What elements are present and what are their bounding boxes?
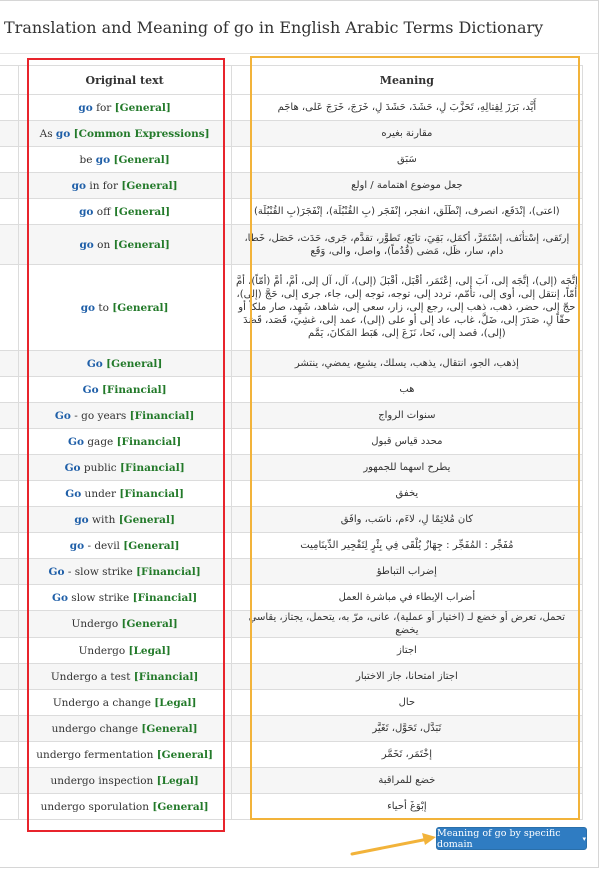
row-marker-cell	[0, 377, 18, 403]
original-text-cell	[18, 455, 231, 481]
pointer-arrow-icon	[350, 826, 440, 860]
original-text-cell	[18, 173, 231, 199]
row-marker-cell	[0, 147, 18, 173]
original-text-cell	[18, 225, 231, 265]
term-suffix: for	[92, 101, 115, 114]
table-row	[0, 351, 583, 377]
term-link[interactable]: go	[95, 153, 111, 166]
table-row	[0, 403, 583, 429]
domain-tag[interactable]: [Financial]	[132, 591, 198, 604]
term-link[interactable]: Go	[51, 591, 68, 604]
table-row	[0, 611, 583, 638]
meaning-cell: جعل موضوع اهتمامة / اولع	[231, 173, 582, 199]
meaning-cell: يطرح اسهما للجمهور	[231, 455, 582, 481]
table-row	[0, 716, 583, 742]
term-link[interactable]: go	[71, 179, 86, 192]
table-row	[0, 455, 583, 481]
domain-tag[interactable]: [Financial]	[136, 565, 201, 578]
domain-filter-button-label: Meaning of go by specific domain	[437, 827, 561, 850]
meaning-cell: إضراب التباطؤ	[231, 559, 582, 585]
domain-tag[interactable]: [Financial]	[120, 461, 185, 474]
table-row	[0, 507, 583, 533]
domain-tag[interactable]: [Financial]	[101, 383, 167, 396]
domain-tag[interactable]: [Legal]	[128, 644, 171, 657]
table-row	[0, 147, 583, 173]
original-text-cell	[18, 481, 231, 507]
original-text-cell	[18, 611, 231, 638]
domain-tag[interactable]: [General]	[121, 179, 178, 192]
term-suffix: public	[80, 461, 121, 474]
term-link[interactable]: Go	[65, 487, 82, 500]
meaning-cell: كان مُلائِمًا لِ، لاءَم، ناسَب، وافَق	[231, 507, 582, 533]
term-suffix: with	[88, 513, 119, 526]
domain-tag[interactable]: [Legal]	[154, 696, 197, 709]
meaning-cell: سَبَق	[231, 147, 582, 173]
domain-tag[interactable]: [General]	[113, 205, 171, 218]
original-text-cell	[18, 585, 231, 611]
term-link[interactable]: go	[80, 301, 96, 314]
meaning-cell: تَبَدَّل، تَحَوَّل، تَغَيَّر	[231, 716, 582, 742]
meaning-cell: أضراب الإبطاء في مباشرة العمل	[231, 585, 582, 611]
table-row	[0, 377, 583, 403]
table-row	[0, 664, 583, 690]
domain-filter-button[interactable]	[436, 827, 587, 850]
term-suffix: - slow strike	[64, 565, 137, 578]
term-suffix: to	[95, 301, 113, 314]
term-prefix: Undergo	[71, 618, 122, 630]
original-text-cell	[18, 638, 231, 664]
original-text-cell	[18, 377, 231, 403]
domain-tag[interactable]: [Financial]	[133, 670, 199, 683]
row-marker-cell	[0, 690, 18, 716]
domain-tag[interactable]: [General]	[106, 357, 163, 370]
term-link[interactable]: Go	[54, 409, 71, 422]
term-prefix: Undergo	[78, 644, 129, 657]
term-link[interactable]: go	[74, 513, 89, 526]
table-row	[0, 265, 583, 351]
page-title: Translation and Meaning of go in English Arabic Terms Dictionary	[0, 1, 598, 54]
term-link[interactable]: Go	[64, 461, 81, 474]
term-prefix: Undergo a test	[50, 670, 134, 683]
term-prefix: Undergo a change	[52, 696, 155, 709]
meaning-cell: خضع للمراقبة	[231, 768, 582, 794]
row-marker-cell	[0, 403, 18, 429]
domain-tag[interactable]: [Financial]	[116, 435, 182, 448]
domain-tag[interactable]: [General]	[112, 301, 169, 314]
row-marker-cell	[0, 265, 18, 351]
original-text-header: Original text	[18, 66, 231, 95]
table-header-row	[0, 66, 583, 95]
row-marker-cell	[0, 638, 18, 664]
term-suffix: under	[81, 487, 120, 500]
table-row	[0, 173, 583, 199]
table-row	[0, 768, 583, 794]
meaning-cell: تحمل، تعرض أو خضع لـ (اختيار أو عملية)، عانى، مرّ به، يتحمل، يجتاز، يقاسي يخضع	[231, 611, 582, 638]
meaning-cell: مُفَجِّر : المُفَجِّر : جِهَازٌ يُلْقَى فِي بِئْرٍ لِتَفْجِير الدِّينَامِيت	[231, 533, 582, 559]
original-text-cell	[18, 403, 231, 429]
original-text-cell	[18, 559, 231, 585]
domain-tag[interactable]: [General]	[152, 800, 209, 813]
table-row	[0, 121, 583, 147]
meaning-cell: يخفق	[231, 481, 582, 507]
row-marker-cell	[0, 507, 18, 533]
row-marker-cell	[0, 199, 18, 225]
term-suffix: in for	[86, 179, 122, 192]
table-row	[0, 533, 583, 559]
term-prefix: As	[39, 127, 56, 140]
row-marker-cell	[0, 351, 18, 377]
original-text-cell	[18, 351, 231, 377]
original-text-cell	[18, 147, 231, 173]
table-row	[0, 559, 583, 585]
original-text-cell	[18, 716, 231, 742]
original-text-cell	[18, 429, 231, 455]
domain-tag[interactable]: [General]	[123, 539, 180, 552]
table-body	[0, 95, 583, 820]
table-row	[0, 199, 583, 225]
term-link[interactable]: Go	[48, 565, 65, 578]
table-row	[0, 585, 583, 611]
original-text-cell	[18, 742, 231, 768]
term-suffix: - go years	[70, 409, 130, 422]
term-prefix: undergo change	[51, 722, 142, 735]
meaning-cell: إخْتَمَر، تَخَمَّر	[231, 742, 582, 768]
domain-tag[interactable]: [General]	[118, 513, 175, 526]
term-link[interactable]: go	[69, 539, 85, 552]
term-suffix: gage	[84, 435, 117, 448]
meaning-cell: اجتاز امتحانا، جاز الاختبار	[231, 664, 582, 690]
domain-tag[interactable]: [General]	[121, 618, 178, 630]
meaning-cell: إبْوَغَ أحياء	[231, 794, 582, 820]
domain-tag[interactable]: [Legal]	[156, 774, 199, 787]
original-text-cell	[18, 121, 231, 147]
row-marker-cell	[0, 481, 18, 507]
meaning-cell: إذهب، الجو، انتقال، يذهب، يسلك، يشيع، يمضي، ينتشر	[231, 351, 582, 377]
original-text-cell	[18, 507, 231, 533]
original-text-cell	[18, 794, 231, 820]
domain-tag[interactable]: [Financial]	[119, 487, 185, 500]
row-marker-cell	[0, 533, 18, 559]
meaning-header: Meaning	[231, 66, 582, 95]
domain-tag[interactable]: [General]	[113, 153, 170, 166]
original-text-cell	[18, 199, 231, 225]
row-marker-cell	[0, 585, 18, 611]
term-link[interactable]: go	[79, 205, 94, 218]
term-link[interactable]: Go	[82, 383, 99, 396]
original-text-cell	[18, 95, 231, 121]
term-suffix: - devil	[84, 539, 124, 552]
term-suffix: off	[93, 205, 114, 218]
table-row	[0, 225, 583, 265]
domain-tag[interactable]: [General]	[156, 748, 213, 761]
row-marker-cell	[0, 664, 18, 690]
term-link[interactable]: go	[55, 127, 71, 140]
domain-tag[interactable]: [Common Expressions]	[73, 127, 210, 140]
term-link[interactable]: go	[78, 101, 93, 114]
caret-down-icon: ▾	[582, 834, 586, 843]
term-prefix: be	[79, 153, 96, 166]
meaning-cell: إرتَقى، إسْتأنَف، إسْتَمَرَّ، أكمَل، بَقِيَ، تابَع، تَطوَّر، تقدَّم، جَرى، حَدَث، حَصَل، خَطا، دام، سار، ظَل، مَضى (قُدُماً)، واصل، والى، وَقَع	[231, 225, 582, 265]
table-row	[0, 690, 583, 716]
original-text-cell	[18, 265, 231, 351]
original-text-cell	[18, 533, 231, 559]
meaning-cell: مقارنة بغيره	[231, 121, 582, 147]
meaning-cell: محدد قياس قبول	[231, 429, 582, 455]
row-marker-cell	[0, 559, 18, 585]
table-row	[0, 794, 583, 820]
term-link[interactable]: Go	[68, 435, 84, 448]
term-link[interactable]: go	[79, 238, 94, 251]
term-prefix: undergo fermentation	[36, 748, 157, 761]
row-marker-cell	[0, 716, 18, 742]
row-marker-cell	[0, 95, 18, 121]
meaning-cell: إتَّجَه (إلى)، إتَّجَه إلى، آبَ إلى، إعْتَمَر، أقْبَل، أقْبَلَ (إلى)، آل، آل إلى، أمَّ، أمَّ (أمّاً)، أمَّ أمّاً، إنتقل إلى، أوى إلى، تأمّم، تردد إلى، توجه، توجه إلى، جاء، جرى إلى، حَجَّ (إلى)، حجّ إلى، حضر، ذهب، ذهب إلى، رجع إلى، زار، سعى إلى، شاهد، شَهِد، صار ملكاً أو حقّاً لِ، صَدَرَ إلى، ضَلَّ، غاب، عاد إلى أو على (إلى)، عمد إلى، غشِيَ، قَصَد، قَصَدَ (إلى)، قصد إلى، نَحا، نَزَعَ إلى، هَبَط المَكانَ، يَمَّم	[231, 265, 582, 351]
row-marker-cell	[0, 742, 18, 768]
term-suffix: on	[93, 238, 114, 251]
meaning-cell: هب	[231, 377, 582, 403]
original-text-cell	[18, 690, 231, 716]
row-marker-cell	[0, 611, 18, 638]
meaning-cell: أَيَّد، بَرَزَ لِقِتالِهِ، تَحَزَّبَ لِ، حَشَدَ، حَشَدَ لِ، خَرَجَ، خَرَجَ عَلى، هاجَم	[231, 95, 582, 121]
term-link[interactable]: Go	[86, 357, 103, 370]
term-prefix: undergo sporulation	[40, 800, 153, 813]
row-marker-cell	[0, 225, 18, 265]
meaning-cell: حال	[231, 690, 582, 716]
row-marker-cell	[0, 455, 18, 481]
original-text-cell	[18, 768, 231, 794]
meaning-cell: سنوات الرواج	[231, 403, 582, 429]
row-marker-cell	[0, 429, 18, 455]
table-row	[0, 481, 583, 507]
term-suffix: slow strike	[67, 591, 133, 604]
domain-tag[interactable]: [Financial]	[129, 409, 195, 422]
row-marker-cell	[0, 121, 18, 147]
meaning-cell: اجتاز	[231, 638, 582, 664]
table-row	[0, 638, 583, 664]
table-row	[0, 95, 583, 121]
row-marker-cell	[0, 794, 18, 820]
meaning-cell: (اعتى)، إنْدَفَع، انصرف، إنْطَلَق، انفجر، إنْفَجَر (بِ القُنْبُلَة)، إنْفَجَرَ(بِ القُنْبُلَة)	[231, 199, 582, 225]
table-row	[0, 742, 583, 768]
domain-tag[interactable]: [General]	[141, 722, 198, 735]
terms-table-wrapper	[0, 65, 583, 820]
domain-tag[interactable]: [General]	[114, 101, 171, 114]
row-marker-header	[0, 66, 18, 95]
term-prefix: undergo inspection	[50, 774, 157, 787]
domain-tag[interactable]: [General]	[113, 238, 170, 251]
terms-table	[0, 65, 583, 820]
table-row	[0, 429, 583, 455]
row-marker-cell	[0, 768, 18, 794]
row-marker-cell	[0, 173, 18, 199]
original-text-cell	[18, 664, 231, 690]
